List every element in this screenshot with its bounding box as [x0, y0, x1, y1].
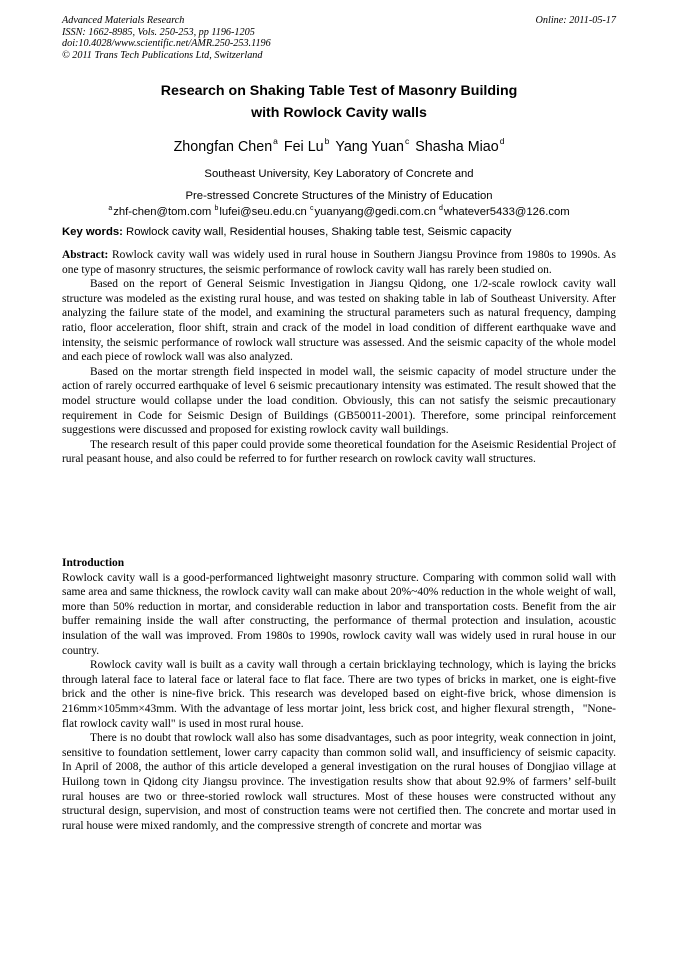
email-mark: b — [214, 205, 219, 212]
author-3 — [335, 136, 410, 155]
email-mark: d — [439, 205, 443, 212]
abstract-section — [62, 248, 616, 467]
email-mark: a — [108, 205, 113, 212]
author-name: Shasha Miao — [415, 139, 499, 155]
author-4 — [415, 136, 505, 155]
paper-title-line-1: Research on Shaking Table Test of Masonry Building — [160, 83, 518, 99]
introduction-paragraph-3: There is no doubt that rowlock wall also has some disadvantages, such as poor integrity, weak connection in joint, sensitive to foundation settlement, lower carry capacity than common solid wall, and insufficiency of seismic capacity. In April of 2008, the author of this article developed a general investigation on the rural houses of Dongjiao village at Huilong town in Qidong city Jiangsu province. The investigation results show that about 92.9% of farmers’ self-built rural houses are two or three-storied rowlock wall structures. Most of these houses were constructed without any structural design, supervision, and most of construction teams were not certified then. The concrete and mortar used in rural house were mixed randomly, and the compressive strength of concrete and mortar was — [62, 732, 616, 832]
journal-copyright: © 2011 Trans Tech Publications Ltd, Switzerland — [62, 49, 263, 61]
abstract-paragraph-3: Based on the mortar strength field inspected in model wall, the seismic capacity of model structure under the action of rarely occurred earthquake of level 6 seismic precautionary intensity was estimated. The result showed that the model structure would collapse under the load condition. Obviously, this can not satisfy the seismic precautionary requirement in Code for Seismic Design of Buildings (GB50011-2001). Therefore, some principal reinforcement suggestions were discussed and proposed for existing rowlock cavity wall buildings. — [62, 365, 616, 437]
email-d[interactable]: whatever5433@126.com — [443, 206, 570, 218]
paper-title-line-2: with Rowlock Cavity walls — [251, 105, 427, 121]
author-mark: b — [324, 136, 330, 146]
journal-name: Advanced Materials Research — [62, 15, 185, 26]
email-mark: c — [309, 205, 314, 212]
email-c[interactable]: yuanyang@gedi.com.cn — [314, 206, 436, 218]
author-list — [62, 136, 616, 155]
abstract-label: Abstract: — [62, 249, 109, 261]
introduction-section — [62, 556, 616, 833]
introduction-paragraph-2: Rowlock cavity wall is built as a cavity wall through a certain bricklaying technology, which is laying the bricks through lateral face to lateral face or lateral face to flat face. There are two types of bricks in market, one is eight-five brick and the other is nine-five brick. This research was developed based on eight-five brick, whose dimension is 216mm×105mm×43mm. With the advantage of less mortar joint, less brick cost, and higher flexural strength，"None-flat rowlock cavity wall" is used in most rural house. — [62, 659, 616, 730]
author-1 — [173, 136, 278, 155]
journal-header — [62, 15, 616, 61]
email-list — [62, 205, 616, 218]
paper-title — [62, 80, 616, 124]
keywords — [62, 226, 616, 238]
author-2 — [283, 136, 330, 155]
author-name: Fei Lu — [283, 139, 324, 155]
journal-issn: ISSN: 1662-8985, Vols. 250-253, pp 1196-1205 — [62, 26, 255, 38]
abstract-p1-text: Rowlock cavity wall was widely used in rural house in Southern Jiangsu Province from 1980s to 1990s. As one type of masonry structures, the seismic performance of rowlock cavity wall has rarely been studied on. — [62, 249, 617, 276]
introduction-paragraph-1: Rowlock cavity wall is a good-performanced lightweight masonry structure. Comparing with common solid wall with same area and same thickness, the rowlock cavity wall can make about 20%~40% reduction in the whole weight of wall, more than 50% reduction in mortar, and considerable reduction in labor and transportation costs. Benefit from the air buffer remaining inside the wall after constructing, the performance of thermal protection and insulation, acoustic insulation of the wall was improved. From 1980s to 1990s, rowlock cavity wall was widely used in rural house in our country. — [62, 571, 616, 657]
author-name: Yang Yuan — [335, 139, 404, 155]
abstract-paragraph-4: The research result of this paper could provide some theoretical foundation for the Aseismic Residential Project of rural peasant house, and also could be referred to for further research on rowlock cavity wall structures. — [62, 438, 616, 466]
affiliation — [62, 163, 616, 207]
journal-doi[interactable]: doi:10.4028/www.scientific.net/AMR.250-253.1196 — [62, 38, 271, 50]
author-mark: c — [405, 136, 410, 146]
keywords-label: Key words: — [62, 226, 123, 238]
abstract-paragraph-1 — [62, 248, 616, 277]
email-a[interactable]: zhf-chen@tom.com — [113, 206, 212, 218]
affiliation-line-1: Southeast University, Key Laboratory of Concrete and — [204, 168, 474, 180]
keywords-text: Rowlock cavity wall, Residential houses, Shaking table test, Seismic capacity — [126, 226, 512, 238]
online-date: Online: 2011-05-17 — [535, 15, 616, 26]
author-mark: a — [273, 136, 278, 146]
introduction-heading: Introduction — [62, 557, 125, 569]
author-mark: d — [499, 136, 505, 146]
abstract-paragraph-2: Based on the report of General Seismic Investigation in Jiangsu Qidong, one 1/2-scale rowlock cavity wall structure was modeled as the existing rural house, and was tested on shaking table in lab of Southeast University. After analyzing the failure state of the model, and examining the structural parameters such as natural frequency, damping ratio, floor acceleration, floor shift, strain and crack of the model in load condition of different earthquake wave and intensity, the seismic performance of rowlock wall structure was assessed. And the seismic capacity of the whole model and each piece of rowlock wall was also analyzed. — [62, 278, 616, 364]
author-name: Zhongfan Chen — [173, 139, 273, 155]
email-b[interactable]: lufei@seu.edu.cn — [219, 206, 307, 218]
affiliation-line-2: Pre-stressed Concrete Structures of the Ministry of Education — [185, 190, 493, 202]
